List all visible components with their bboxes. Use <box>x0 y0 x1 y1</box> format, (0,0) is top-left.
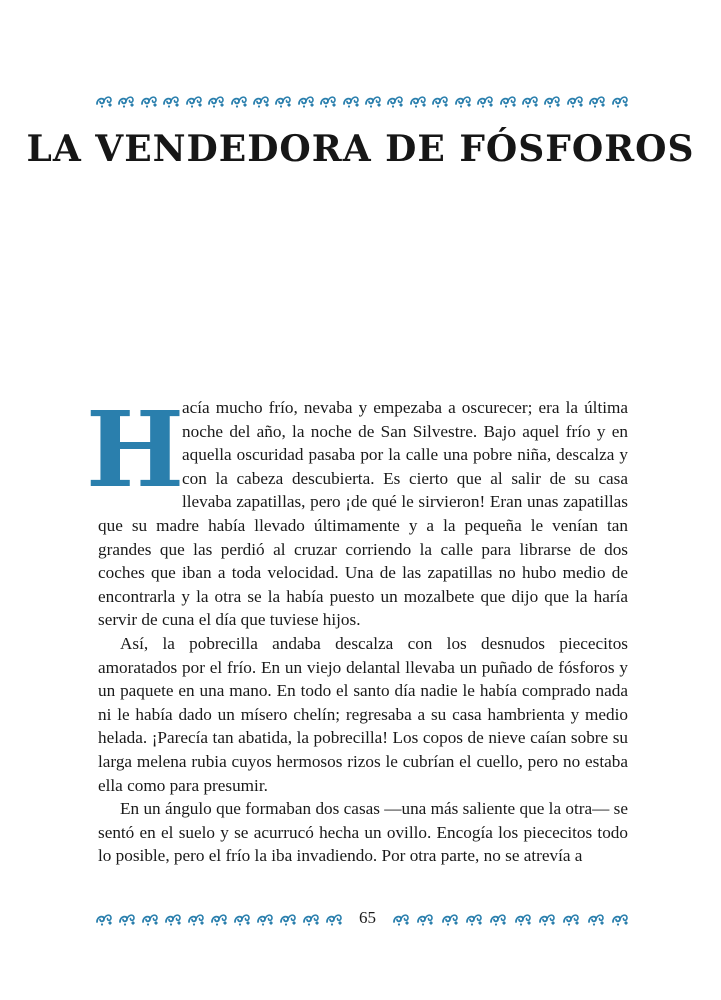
flourish-ornament-icon <box>499 93 517 109</box>
flourish-ornament-icon <box>409 93 427 109</box>
story-text <box>85 388 628 868</box>
flourish-ornament-icon <box>566 93 584 109</box>
flourish-ornament-icon <box>441 911 459 927</box>
flourish-ornament-icon <box>521 93 539 109</box>
paragraph-2: Así, la pobrecilla andaba descalza con los desnudos piececitos amoratados por el frío. En un viejo delantal llevaba un puñado de fósforos y un paquete en una mano. En todo el santo día nadie le había comprado nada ni le había dado un mísero chelín; regresaba a su casa hambrienta y medio helada. ¡Parecía tan abatida, la pobrecilla! Los copos de nieve caían sobre su larga melena rubia cuyos hermosos rizos le cubrían el cuello, pero no estaba ella como para presumir. <box>98 633 628 795</box>
flourish-ornament-icon <box>543 93 561 109</box>
flourish-ornament-icon <box>117 93 135 109</box>
bottom-left-ornament-border <box>95 910 343 928</box>
flourish-ornament-icon <box>252 93 270 109</box>
flourish-ornament-icon <box>207 93 225 109</box>
flourish-ornament-icon <box>95 93 113 109</box>
flourish-ornament-icon <box>302 911 320 927</box>
flourish-ornament-icon <box>256 911 274 927</box>
flourish-ornament-icon <box>279 911 297 927</box>
flourish-ornament-icon <box>431 93 449 109</box>
flourish-ornament-icon <box>538 911 556 927</box>
flourish-ornament-icon <box>95 911 113 927</box>
flourish-ornament-icon <box>587 911 605 927</box>
flourish-ornament-icon <box>416 911 434 927</box>
flourish-ornament-icon <box>611 911 629 927</box>
flourish-ornament-icon <box>454 93 472 109</box>
flourish-ornament-icon <box>210 911 228 927</box>
flourish-ornament-icon <box>386 93 404 109</box>
paragraph-1-text: acía mucho frío, nevaba y empezaba a oscurecer; era la última noche del año, la noche de San Silvestre. Bajo aquel frío y en aquella oscuridad pasaba por la calle una pobre niña, descalza y con la cabeza descubierta. Es cierto que al salir de su casa llevaba zapatillas, pero ¡de qué le sirvieron! Eran unas zapatillas que su madre había llevado últimamente y a la pequeña le venían tan grandes que las perdió al cruzar corriendo la calle para librarse de dos coches que iban a toda velocidad. Una de las zapatillas no hubo medio de encontrarla y la otra se la había puesto un mozalbete que dijo que la haría servir de cuna el día que tuviese hijos. <box>98 398 628 630</box>
flourish-ornament-icon <box>465 911 483 927</box>
flourish-ornament-icon <box>562 911 580 927</box>
paragraph-1 <box>85 388 628 632</box>
flourish-ornament-icon <box>325 911 343 927</box>
bottom-right-ornament-border <box>392 910 629 928</box>
flourish-ornament-icon <box>489 911 507 927</box>
flourish-ornament-icon <box>588 93 606 109</box>
flourish-ornament-icon <box>364 93 382 109</box>
dropcap-h-icon <box>85 388 185 511</box>
flourish-ornament-icon <box>342 93 360 109</box>
flourish-ornament-icon <box>230 93 248 109</box>
top-ornament-border <box>95 92 629 110</box>
paragraph-3: En un ángulo que formaban dos casas —una más saliente que la otra— se sentó en el suelo y se acurrucó hecha un ovillo. Encogía los piececitos todo lo posible, pero el frío la iba invadiendo. Por otra parte, no se atrevía a <box>98 799 628 866</box>
flourish-ornament-icon <box>233 911 251 927</box>
flourish-ornament-icon <box>274 93 292 109</box>
flourish-ornament-icon <box>185 93 203 109</box>
flourish-ornament-icon <box>164 911 182 927</box>
flourish-ornament-icon <box>514 911 532 927</box>
flourish-ornament-icon <box>476 93 494 109</box>
flourish-ornament-icon <box>118 911 136 927</box>
flourish-ornament-icon <box>611 93 629 109</box>
flourish-ornament-icon <box>319 93 337 109</box>
flourish-ornament-icon <box>140 93 158 109</box>
flourish-ornament-icon <box>297 93 315 109</box>
svg-text:H: H <box>85 388 185 511</box>
page-title: LA VENDEDORA DE FÓSFOROS <box>26 128 695 170</box>
flourish-ornament-icon <box>187 911 205 927</box>
flourish-ornament-icon <box>162 93 180 109</box>
flourish-ornament-icon <box>392 911 410 927</box>
flourish-ornament-icon <box>141 911 159 927</box>
page-number: 65 <box>359 908 376 927</box>
